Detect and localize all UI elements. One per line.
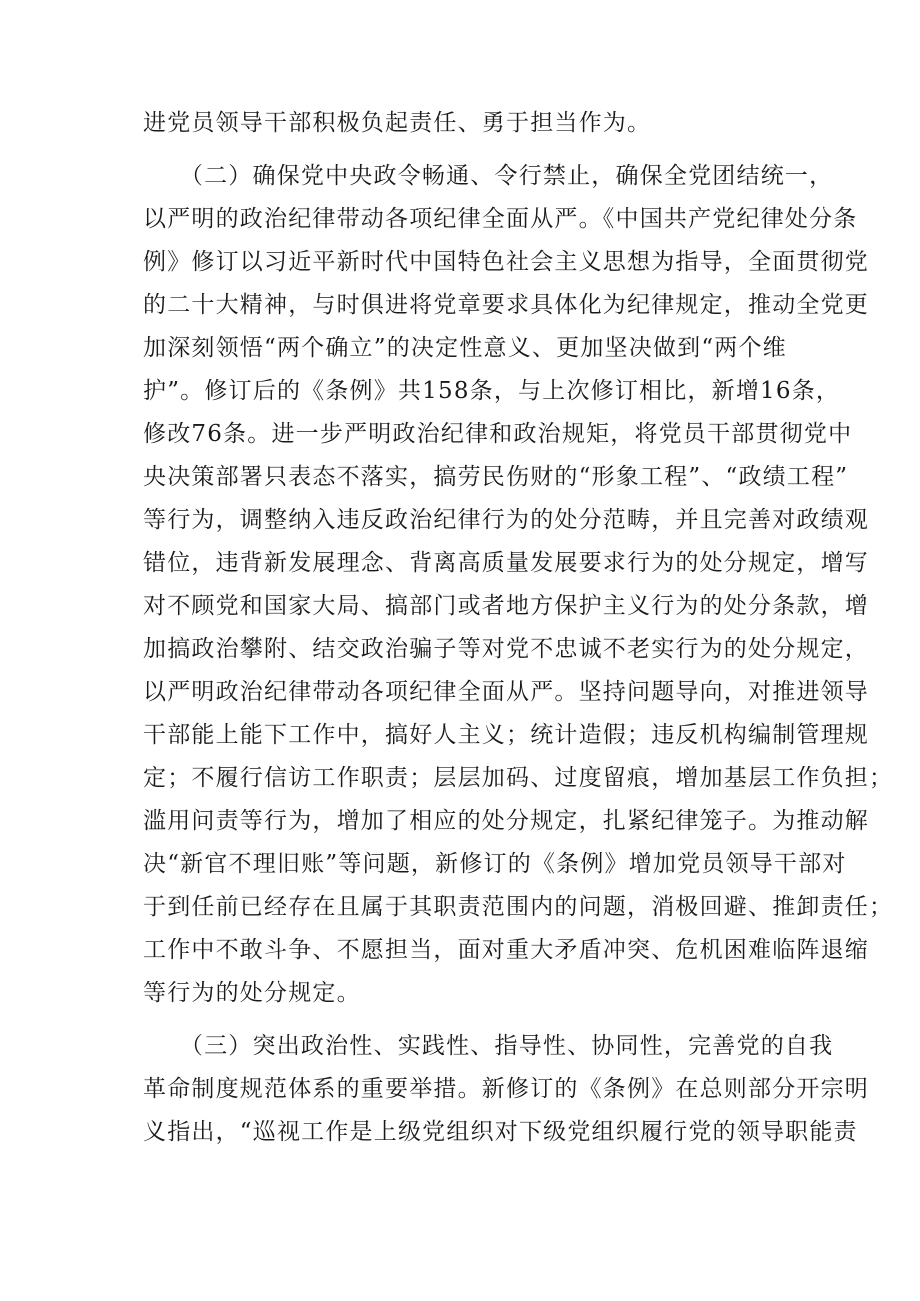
text-line: 对不顾党和国家大局、搞部门或者地方保护主义行为的处分条款，增	[143, 593, 869, 619]
text-line: 例》修订以习近平新时代中国特色社会主义思想为指导，全面贯彻党	[143, 249, 869, 275]
paragraph-gap	[143, 145, 783, 155]
paragraph-gap	[143, 1015, 783, 1025]
text-line: 修改76条。进一步严明政治纪律和政治规矩，将党员干部贯彻党中	[143, 421, 853, 447]
text-line: 等行为的处分规定。	[143, 980, 361, 1006]
text-line: 革命制度规范体系的重要举措。新修订的《条例》在总则部分开宗明	[143, 1076, 869, 1102]
paragraph-1	[143, 102, 783, 145]
text-line: 进党员领导干部积极负起责任、勇于担当作为。	[143, 110, 652, 136]
text-line: 央决策部署只表态不落实，搞劳民伤财的“形象工程”、“政绩工程”	[143, 464, 849, 490]
text-line: 干部能上能下工作中，搞好人主义；统计造假；违反机构编制管理规	[143, 722, 869, 748]
text-line: 义指出，“巡视工作是上级党组织对下级党组织履行党的领导职能责	[143, 1119, 858, 1145]
text-line: 加深刻领悟“两个确立”的决定性意义、更加坚决做到“两个维	[143, 335, 787, 361]
text-line: 以严明的政治纪律带动各项纪律全面从严。《中国共产党纪律处分条	[143, 206, 858, 232]
paragraph-2	[143, 155, 894, 1015]
document-body	[143, 102, 894, 1154]
text-line: 护”。修订后的《条例》共158条，与上次修订相比，新增16条，	[143, 378, 841, 404]
text-line: （二）确保党中央政令畅通、令行禁止，确保全党团结统一，	[143, 163, 834, 189]
paragraph-3	[143, 1025, 869, 1154]
text-line: 工作中不敢斗争、不愿担当，面对重大矛盾冲突、危机困难临阵退缩	[143, 937, 869, 963]
text-line: （三）突出政治性、实践性、指导性、协同性，完善党的自我	[143, 1033, 834, 1059]
text-line: 于到任前已经存在且属于其职责范围内的问题，消极回避、推卸责任；	[143, 894, 894, 920]
text-line: 等行为，调整纳入违反政治纪律行为的处分范畴，并且完善对政绩观	[143, 507, 869, 533]
text-line: 的二十大精神，与时俱进将党章要求具体化为纪律规定，推动全党更	[143, 292, 869, 318]
text-line: 滥用问责等行为，增加了相应的处分规定，扎紧纪律笼子。为推动解	[143, 808, 869, 834]
text-line: 决“新官不理旧账”等问题，新修订的《条例》增加党员领导干部对	[143, 851, 847, 877]
text-line: 定；不履行信访工作职责；层层加码、过度留痕，增加基层工作负担；	[143, 765, 894, 791]
text-line: 加搞政治攀附、结交政治骗子等对党不忠诚不老实行为的处分规定，	[143, 636, 869, 662]
text-line: 以严明政治纪律带动各项纪律全面从严。坚持问题导向，对推进领导	[143, 679, 869, 705]
text-line: 错位，违背新发展理念、背离高质量发展要求行为的处分规定，增写	[143, 550, 869, 576]
